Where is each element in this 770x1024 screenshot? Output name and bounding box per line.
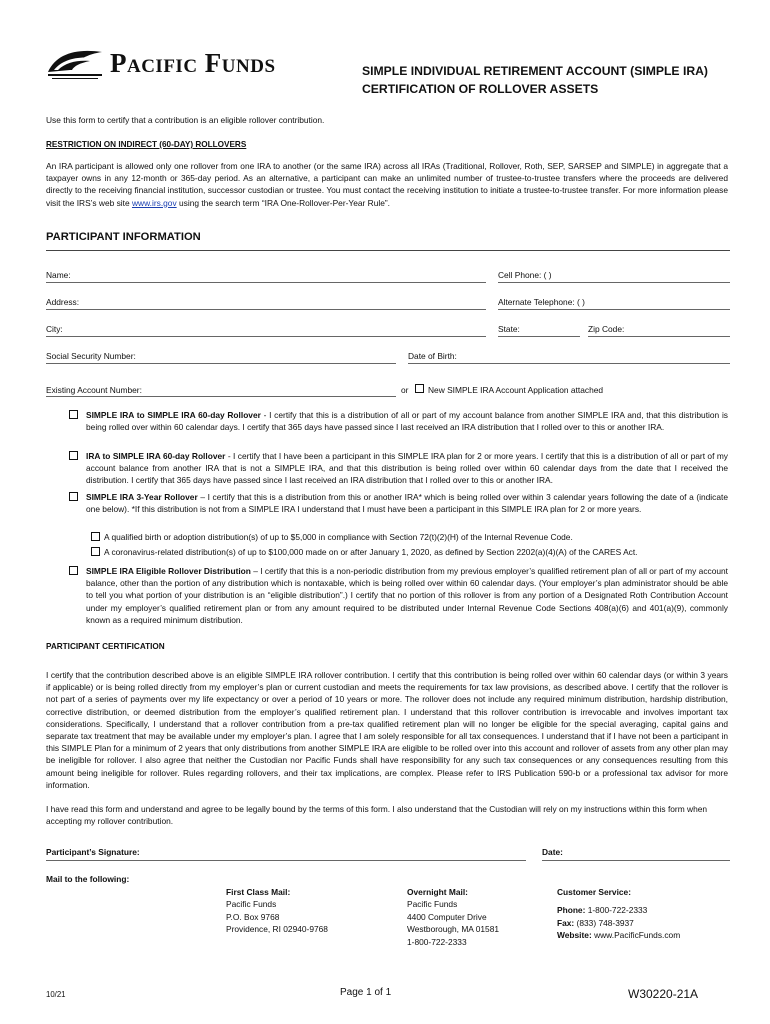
form-code: W30220-21A [628, 987, 699, 1001]
restriction-body [46, 160, 728, 209]
address-line: Pacific Funds [226, 899, 277, 910]
restriction-heading: RESTRICTION ON INDIRECT (60-DAY) ROLLOVERS [46, 140, 247, 149]
irs-link[interactable]: www.irs.gov [131, 197, 177, 208]
address-label: Address: [46, 297, 80, 307]
phone-line [557, 904, 680, 916]
title-line-1: SIMPLE INDIVIDUAL RETIREMENT ACCOUNT (SIMPLE IRA) [362, 64, 708, 78]
document-title [362, 62, 752, 98]
city-label: City: [46, 324, 63, 334]
address-line: 4400 Computer Drive [407, 911, 487, 922]
three-year-rollover-checkbox[interactable] [69, 492, 78, 501]
alt-phone-field[interactable] [498, 309, 730, 310]
intro-text: Use this form to certify that a contribution is an eligible rollover contribution. [46, 115, 325, 125]
title-line-2: CERTIFICATION OF ROLLOVER ASSETS [362, 82, 599, 96]
state-field[interactable] [498, 336, 580, 337]
date-field[interactable] [542, 860, 730, 861]
option-text: – I certify that this is a distribution from this or another IRA* which is being rolled over within 3 calendar years following the date of a (indicate one below). *If this distribution is not from a SIMPLE IRA I understand that I must have been a participant in this SIMPLE IRA plan for 2 or more years. [86, 492, 728, 515]
signature-field[interactable] [46, 860, 526, 861]
date-label: Date: [542, 847, 563, 857]
certification-heading: PARTICIPANT CERTIFICATION [46, 642, 165, 651]
fax-value: (833) 748-3937 [574, 917, 634, 928]
eagle-wave-logo-icon [46, 46, 104, 80]
new-application-checkbox[interactable] [415, 384, 424, 393]
dob-field[interactable] [408, 363, 730, 364]
option-text: - I certify that this is a distribution of all or part of my account balance from another SIMPLE IRA and, that this distribution is being rolled over within 60 calendar days. I certify that 365 days have passed since I last received an IRA distribution that I rolled over to this or another IRA. [86, 410, 728, 433]
dob-label: Date of Birth: [408, 351, 457, 361]
eligible-rollover-checkbox[interactable] [69, 566, 78, 575]
website-value: www.PacificFunds.com [591, 930, 681, 941]
signature-label: Participant’s Signature: [46, 847, 140, 857]
mail-heading: Mail to the following: [46, 874, 130, 884]
ira-to-simple-checkbox[interactable] [69, 451, 78, 460]
address-line: Pacific Funds [407, 899, 458, 910]
overnight-mail-address [407, 886, 499, 948]
zip-label: Zip Code: [588, 324, 625, 334]
restriction-text-2: using the search term “IRA One-Rollover-Per-Year Rule”. [176, 197, 390, 208]
name-field[interactable] [46, 282, 486, 283]
state-label: State: [498, 324, 520, 334]
name-label: Name: [46, 270, 71, 280]
option-three-year-rollover [86, 491, 728, 515]
customer-service-info [557, 886, 680, 942]
account-number-label: Existing Account Number: [46, 385, 142, 395]
agreement-text: I have read this form and understand and agree to be legally bound by the terms of this form. I also understand that the Custodian will rely on my instructions within this form when accepting my rollover contribution. [46, 804, 708, 827]
footer-date-code: 10/21 [46, 990, 66, 999]
logo-wordmark: Pacific Funds [110, 48, 276, 78]
option-title: SIMPLE IRA 3-Year Rollover [86, 492, 198, 502]
address-line: Westborough, MA 01581 [407, 924, 500, 935]
option-ira-to-simple [86, 450, 728, 487]
sub-option-coronavirus: A coronavirus-related distribution(s) of up to $100,000 made on or after January 1, 2020, as defined by Section 2202(a)(4)(A) of the CARES Act. [104, 547, 638, 557]
customer-service-title: Customer Service: [557, 887, 632, 897]
simple-to-simple-checkbox[interactable] [69, 410, 78, 419]
address-line: P.O. Box 9768 [226, 911, 280, 922]
certification-body: I certify that the contribution described above is an eligible SIMPLE IRA rollover contribution. I certify that this contribution is being rolled over within 60 calendar days (or within 3 years if applicable) or is being rolled directly from my employer’s plan or current custodian and meets the requirements for tax law provisions, as described above. I certify that the rollover is not part of a series of payments over my life expectancy or over a period of 10 years or more. The rollover does not include any required minimum distribution, hardship distribution, corrective distribution, or deemed distribution from the employer’s qualified retirement plan. I understand that this rollover contribution is irrevocable and involves important tax considerations. Specifically, I understand that a rollover contribution from a pre-tax qualified retirement plan will no longer be eligible for the special averaging, capital gains and separate tax treatment that may be available under my employer’s plan. I agree that I am solely responsible for all tax consequences. I understand that if I have not been a participant in this SIMPLE Plan for a minimum of 2 years that only distributions from another SIMPLE IRA are eligible to be rolled over into this account and rollover of assets from any other plan may be ineligible for rollover. I also agree that neither the Custodian nor Pacific Funds shall have responsibility for any such tax consequences or any consequences resulting from this amount being ineligible for rollover. Rules regarding rollovers, and their tax implications, are complex. Please refer to IRS Publication 590-b or a professional tax advisor for more information. [46, 670, 728, 790]
cell-phone-field[interactable] [498, 282, 730, 283]
city-field[interactable] [46, 336, 486, 337]
ssn-field[interactable] [46, 363, 396, 364]
website-line [557, 929, 680, 941]
cell-phone-label: Cell Phone: ( ) [498, 270, 552, 280]
or-label: or [401, 385, 409, 395]
participant-info-heading: PARTICIPANT INFORMATION [46, 231, 201, 243]
address-line: Providence, RI 02940-9768 [226, 924, 328, 935]
section-divider [46, 250, 730, 251]
first-class-title: First Class Mail: [226, 887, 291, 897]
option-title: IRA to SIMPLE IRA 60-day Rollover [86, 451, 226, 461]
phone-label: Phone: [557, 905, 586, 916]
website-label: Website: [557, 930, 592, 941]
birth-adoption-checkbox[interactable] [91, 532, 100, 541]
account-number-field[interactable] [46, 396, 396, 397]
restriction-text-1: An IRA participant is allowed only one rollover from one IRA to another (or the same IRA) across all IRAs (Traditional, Rollover, Roth, SEP, SARSEP and SIMPLE) in aggregate that a taxpayer owns in any 12-month or 365-day period. As an alternative, a participant can make an unlimited number of trustee-to-trustee transfers where the proceeds are delivered directly to the receiving financial institution, successor custodian or trustee. You must contact the receiving institution to initiate a trustee-to-trustee transfer. For more information please visit the IRS’s web site [46, 161, 728, 208]
zip-field[interactable] [588, 336, 730, 337]
coronavirus-checkbox[interactable] [91, 547, 100, 556]
option-simple-to-simple [86, 409, 728, 433]
page-number: Page 1 of 1 [340, 987, 392, 998]
option-text: – I certify that this is a non-periodic distribution from my previous employer’s qualified retirement plan of all or part of my account balance, other than the portion of any distribution which is nontaxable, which is being rolled over within 60 calendar days. (Your employer’s plan administrator should be able to tell you what portion of your distribution is an “eligible distribution”.) I certify that no portion of this rollover is from any portion of a Designated Roth Contribution Account under my employer’s qualified retirement plan or from any amount required to be distributed under Internal Revenue Code Sections 408(a)(6) and 401(a)(9), commonly known as a required minimum distribution. [86, 566, 728, 625]
fax-label: Fax: [557, 917, 575, 928]
pacific-funds-logo [46, 46, 336, 82]
fax-line [557, 917, 680, 929]
sub-option-birth-adoption: A qualified birth or adoption distribution(s) of up to $5,000 in compliance with Section 72(t)(2)(H) of the Internal Revenue Code. [104, 532, 573, 542]
new-application-label: New SIMPLE IRA Account Application attached [428, 385, 604, 395]
option-text: - I certify that I have been a participant in this SIMPLE IRA plan for 2 or more years. I certify that this is a distribution of all or part of my account balance from another IRA that is not a SIMPLE IRA, and that this distribution is being rolled over within 60 calendar days from the date that I received the distribution. I certify that 365 days have passed since I last received an IRA distribution that I rolled over to this or another IRA. [86, 451, 728, 486]
phone-value: 1-800-722-2333 [585, 905, 648, 916]
overnight-title: Overnight Mail: [407, 887, 468, 897]
address-line: 1-800-722-2333 [407, 936, 467, 947]
option-title: SIMPLE IRA to SIMPLE IRA 60-day Rollover [86, 410, 261, 420]
address-field[interactable] [46, 309, 486, 310]
first-class-mail-address [226, 886, 328, 936]
alt-phone-label: Alternate Telephone: ( ) [498, 297, 585, 307]
ssn-label: Social Security Number: [46, 351, 136, 361]
option-eligible-rollover [86, 565, 728, 626]
option-title: SIMPLE IRA Eligible Rollover Distribution [86, 566, 251, 576]
